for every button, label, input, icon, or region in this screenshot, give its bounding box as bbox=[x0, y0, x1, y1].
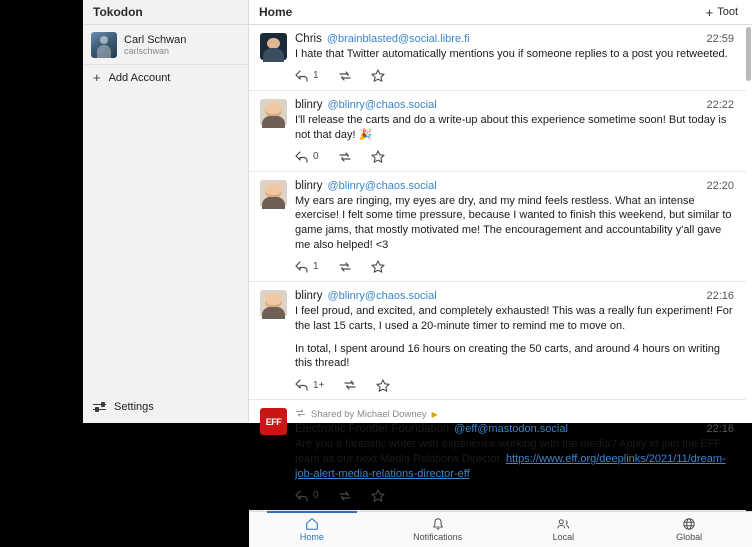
reply-count: 1 bbox=[313, 70, 319, 82]
home-icon bbox=[305, 517, 319, 531]
avatar[interactable] bbox=[260, 180, 287, 207]
boost-button[interactable] bbox=[343, 379, 357, 391]
tab-local[interactable] bbox=[501, 512, 627, 547]
post-header bbox=[295, 180, 734, 192]
people-icon bbox=[556, 517, 570, 531]
account-text bbox=[124, 34, 186, 57]
settings-icon bbox=[93, 402, 106, 413]
title-bar bbox=[83, 0, 752, 25]
timeline-list[interactable] bbox=[249, 25, 752, 511]
reply-button[interactable] bbox=[295, 379, 324, 391]
boost-label: Shared by Michael Downey bbox=[311, 409, 427, 421]
app-title: Tokodon bbox=[83, 0, 249, 24]
bottom-navigation bbox=[249, 511, 752, 547]
post-author-handle[interactable]: @blinry@chaos.social bbox=[327, 98, 437, 111]
boost-button[interactable] bbox=[338, 490, 352, 502]
post-content bbox=[295, 180, 734, 277]
plus-icon: + bbox=[705, 4, 714, 20]
toot-button-label: Toot bbox=[717, 6, 738, 18]
boost-attribution bbox=[295, 408, 734, 421]
post-timestamp: 22:59 bbox=[706, 33, 734, 45]
boost-icon bbox=[295, 408, 306, 421]
sidebar bbox=[83, 25, 249, 423]
reply-count: 1 bbox=[313, 261, 319, 273]
avatar[interactable] bbox=[260, 408, 287, 435]
post-actions bbox=[295, 257, 734, 277]
bell-icon bbox=[431, 517, 445, 531]
timeline-scrollbar[interactable] bbox=[746, 25, 751, 511]
globe-icon bbox=[682, 517, 696, 531]
post-link[interactable]: https://www.eff.org/deeplinks/2021/11/dream-job-alert-media-relations-director-eff bbox=[295, 453, 726, 480]
window-body bbox=[83, 25, 752, 542]
post-header bbox=[295, 33, 734, 45]
post-author-handle[interactable]: @eff@mastodon.social bbox=[454, 423, 568, 436]
avatar bbox=[91, 32, 117, 58]
post-text: My ears are ringing, my eyes are dry, and my mind feels restless. What an intense exercise! I felt some time pressure, because I wanted to finish this weekend, but similar to game jams, that mostly motivated me! The encouragement and accountability y'all gave me also helped! <3 bbox=[295, 194, 732, 252]
header-bar bbox=[249, 0, 752, 24]
tab-home[interactable] bbox=[249, 512, 375, 547]
toot-button[interactable] bbox=[700, 4, 744, 21]
tab-notifications-label: Notifications bbox=[413, 531, 463, 542]
post-author-name[interactable]: blinry bbox=[295, 98, 323, 111]
post-author-name[interactable]: Chris bbox=[295, 33, 322, 45]
post-timestamp: 22:22 bbox=[706, 98, 734, 111]
tab-global-label: Global bbox=[676, 531, 703, 542]
post-content bbox=[295, 33, 734, 86]
favorite-button[interactable] bbox=[371, 260, 385, 273]
tab-global[interactable] bbox=[626, 512, 752, 547]
reply-count: 0 bbox=[313, 151, 319, 163]
boost-button[interactable] bbox=[338, 70, 352, 82]
avatar[interactable] bbox=[260, 99, 287, 126]
favorite-button[interactable] bbox=[371, 69, 385, 82]
post-content bbox=[295, 290, 734, 395]
timeline-pane bbox=[249, 25, 752, 542]
favorite-button[interactable] bbox=[376, 379, 390, 392]
tokodon-window bbox=[83, 0, 752, 542]
reply-button[interactable] bbox=[295, 70, 319, 82]
post-header bbox=[295, 290, 734, 302]
post-text: I'll release the carts and do a write-up about this experience sometime soon! But today is not that day! 🎉 bbox=[295, 113, 727, 141]
post-author-name[interactable]: blinry bbox=[295, 179, 323, 192]
tab-notifications[interactable] bbox=[375, 512, 501, 547]
table-row[interactable] bbox=[249, 25, 746, 91]
post-author-handle[interactable]: @brainblasted@social.libre.fi bbox=[326, 33, 470, 45]
post-timestamp: 22:16 bbox=[706, 423, 734, 436]
post-timestamp: 22:20 bbox=[706, 179, 734, 192]
reply-button[interactable] bbox=[295, 151, 319, 163]
post-header bbox=[295, 423, 734, 435]
reply-count: 1+ bbox=[313, 379, 325, 391]
post-author-handle[interactable]: @blinry@chaos.social bbox=[327, 179, 437, 192]
scrollbar-thumb[interactable] bbox=[746, 27, 751, 81]
reply-button[interactable] bbox=[295, 490, 319, 502]
post-author-handle[interactable]: @blinry@chaos.social bbox=[327, 289, 437, 302]
table-row[interactable] bbox=[249, 282, 746, 400]
plus-icon: + bbox=[93, 70, 101, 85]
post-author-name[interactable]: Electronic Frontier Foundation bbox=[295, 423, 450, 436]
tab-home-label: Home bbox=[299, 531, 324, 542]
boost-button[interactable] bbox=[338, 151, 352, 163]
avatar[interactable] bbox=[260, 290, 287, 317]
post-text: I hate that Twitter automatically mentions you if someone replies to a post you retweeted. bbox=[295, 48, 728, 60]
post-actions bbox=[295, 147, 734, 167]
reply-count: 0 bbox=[313, 490, 319, 502]
add-account-label: Add Account bbox=[108, 71, 171, 84]
post-content bbox=[295, 99, 734, 167]
post-timestamp: 22:16 bbox=[706, 289, 734, 302]
settings-button[interactable] bbox=[83, 393, 248, 423]
post-content bbox=[295, 408, 734, 506]
account-name: Carl Schwan bbox=[124, 33, 187, 46]
avatar[interactable] bbox=[260, 33, 287, 60]
post-actions bbox=[295, 486, 734, 506]
post-author-name[interactable]: blinry bbox=[295, 289, 323, 302]
post-text-2: In total, I spent around 16 hours on creating the 50 carts, and around 4 hours on writing this thread! bbox=[295, 342, 720, 370]
settings-label: Settings bbox=[114, 401, 154, 413]
flag-icon: ▶ bbox=[431, 410, 438, 420]
tab-local-label: Local bbox=[552, 531, 575, 542]
favorite-button[interactable] bbox=[371, 150, 385, 163]
post-header bbox=[295, 99, 734, 111]
post-text-body: Are you a fantastic writer with experience working with the media? Apply to join the EFF team as our next Media Relations Director. bbox=[295, 438, 722, 466]
post-actions bbox=[295, 375, 734, 395]
page-title: Home bbox=[259, 5, 293, 19]
post-text bbox=[295, 437, 734, 482]
table-row[interactable] bbox=[249, 91, 746, 172]
post-actions bbox=[295, 66, 734, 86]
add-account-button[interactable] bbox=[83, 64, 248, 90]
table-row[interactable] bbox=[249, 400, 746, 511]
table-row[interactable] bbox=[249, 172, 746, 282]
favorite-button[interactable] bbox=[371, 489, 385, 502]
reply-button[interactable] bbox=[295, 261, 319, 273]
post-text: I feel proud, and excited, and completely exhausted! This was a really fun experiment! For the last 15 carts, I used a 20-minute timer to remind me to move on. bbox=[295, 304, 733, 332]
account-handle: carlschwan bbox=[124, 46, 170, 57]
sidebar-account-item[interactable] bbox=[83, 25, 248, 64]
boost-button[interactable] bbox=[338, 261, 352, 273]
